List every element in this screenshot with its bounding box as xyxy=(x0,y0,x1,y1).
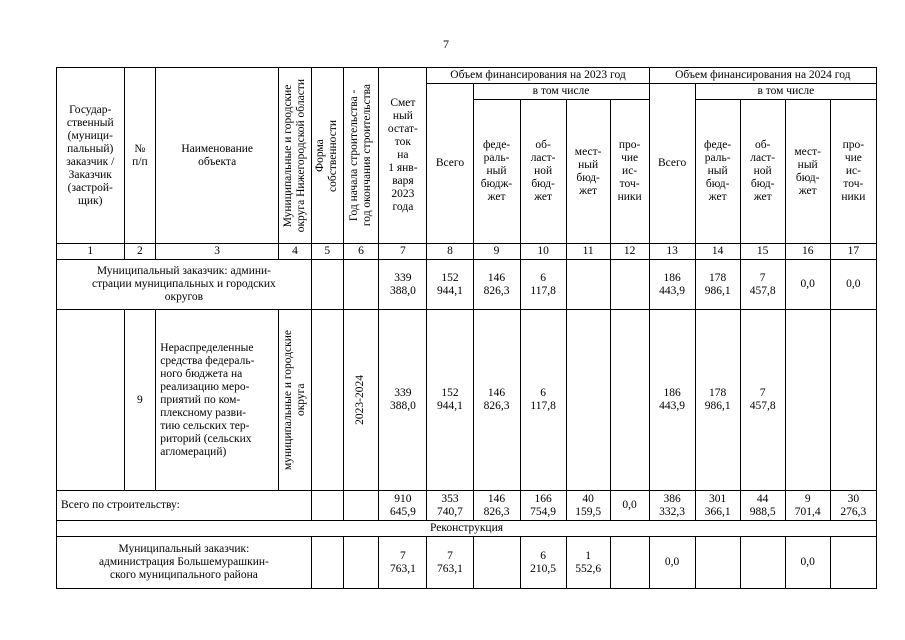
cell-federal-2024: 301 366,1 xyxy=(695,491,740,521)
cell-federal-2024: 178 986,1 xyxy=(695,310,740,491)
cell-empty xyxy=(695,537,740,589)
cell-empty xyxy=(473,537,520,589)
cell-local-2023: 1 552,6 xyxy=(566,537,610,589)
cell-empty xyxy=(311,260,343,310)
col-num-1: 1 xyxy=(57,244,125,260)
cell-empty xyxy=(343,260,379,310)
cell-local-2023: 40 159,5 xyxy=(566,491,610,521)
cell-local-2024: 0,0 xyxy=(785,260,830,310)
header-federal-2024: феде- раль- ный бюд- жет xyxy=(695,100,740,244)
section-row xyxy=(57,521,877,537)
cell-empty xyxy=(311,491,343,521)
cell-empty xyxy=(740,537,785,589)
cell-total-2024: 0,0 xyxy=(649,537,695,589)
header-number: № п/п xyxy=(124,68,156,244)
cell-object-number: 9 xyxy=(124,310,156,491)
cell-total-2023: 152 944,1 xyxy=(427,310,473,491)
col-num-5: 5 xyxy=(311,244,343,260)
cell-empty xyxy=(311,310,343,491)
cell-empty xyxy=(343,491,379,521)
cell-estimate: 7 763,1 xyxy=(379,537,427,589)
col-num-14: 14 xyxy=(695,244,740,260)
col-num-8: 8 xyxy=(427,244,473,260)
header-local-2023: мест- ный бюд- жет xyxy=(566,100,610,244)
cell-empty xyxy=(830,310,876,491)
customer-label-2: Муниципальный заказчик: администрация Большемурашкин- ского муниципального района xyxy=(57,537,312,589)
customer-row-1 xyxy=(57,260,877,310)
header-years xyxy=(343,68,379,244)
object-row xyxy=(57,310,877,491)
col-num-15: 15 xyxy=(740,244,785,260)
cell-federal-2023: 146 826,3 xyxy=(473,260,520,310)
cell-total-2024: 186 443,9 xyxy=(649,310,695,491)
cell-total-2024: 186 443,9 xyxy=(649,260,695,310)
header-municipal xyxy=(279,68,312,244)
object-municipal-text: муниципальные и городские округа xyxy=(281,329,307,471)
header-total-2024: Всего xyxy=(649,84,695,244)
header-local-2024: мест- ный бюд- жет xyxy=(785,100,830,244)
cell-total-2023: 353 740,7 xyxy=(427,491,473,521)
cell-regional-2023: 166 754,9 xyxy=(520,491,566,521)
cell-regional-2024: 44 988,5 xyxy=(740,491,785,521)
header-regional-2024: об- ласт- ной бюд- жет xyxy=(740,100,785,244)
cell-empty xyxy=(566,310,610,491)
cell-total-2024: 386 332,3 xyxy=(649,491,695,521)
cell-regional-2023: 6 210,5 xyxy=(520,537,566,589)
cell-federal-2023: 146 826,3 xyxy=(473,310,520,491)
header-municipal-text: Муниципальные и городские округа Нижегородской области xyxy=(281,78,307,233)
col-num-13: 13 xyxy=(649,244,695,260)
header-fin-2023: Объем финансирования на 2023 год xyxy=(427,68,649,84)
cell-empty xyxy=(343,537,379,589)
header-regional-2023: об- ласт- ной бюд- жет xyxy=(520,100,566,244)
header-customer: Государ- ственный (муници- пальный) заказчик / Заказчик (застрой- щик) xyxy=(57,68,125,244)
cell-regional-2023: 6 117,8 xyxy=(520,260,566,310)
cell-empty xyxy=(610,537,649,589)
cell-estimate: 339 388,0 xyxy=(379,260,427,310)
cell-other-2024: 30 276,3 xyxy=(830,491,876,521)
total-label: Всего по строительству: xyxy=(57,491,312,521)
header-row-1 xyxy=(57,68,877,84)
col-num-2: 2 xyxy=(124,244,156,260)
header-incl-2023: в том числе xyxy=(473,84,649,100)
col-num-11: 11 xyxy=(566,244,610,260)
header-incl-2024: в том числе xyxy=(695,84,876,100)
object-years-text: 2023-2024 xyxy=(354,375,367,425)
header-total-2023: Всего xyxy=(427,84,473,244)
cell-regional-2024: 7 457,8 xyxy=(740,260,785,310)
cell-empty xyxy=(311,537,343,589)
cell-local-2024: 0,0 xyxy=(785,537,830,589)
customer-row-2 xyxy=(57,537,877,589)
cell-object-name: Нераспределенные средства федераль- ного бюджета на реализацию меро- приятий по ком- плексному разви- тию сельских тер- риторий (сельских агломераций) xyxy=(156,310,279,491)
header-object-name: Наименование объекта xyxy=(156,68,279,244)
cell-regional-2023: 6 117,8 xyxy=(520,310,566,491)
total-row xyxy=(57,491,877,521)
header-federal-2023: феде- раль- ный бюдж- жет xyxy=(473,100,520,244)
page-number: 7 xyxy=(443,37,449,51)
cell-federal-2024: 178 986,1 xyxy=(695,260,740,310)
header-other-2024: про- чие ис- точ- ники xyxy=(830,100,876,244)
cell-empty xyxy=(785,310,830,491)
col-num-12: 12 xyxy=(610,244,649,260)
col-num-17: 17 xyxy=(830,244,876,260)
cell-empty xyxy=(610,310,649,491)
cell-object-years xyxy=(343,310,379,491)
col-num-3: 3 xyxy=(156,244,279,260)
column-number-row xyxy=(57,244,877,260)
cell-total-2023: 152 944,1 xyxy=(427,260,473,310)
header-years-text: Год начала строительства - год окончания строительства xyxy=(347,84,373,227)
col-num-16: 16 xyxy=(785,244,830,260)
col-num-6: 6 xyxy=(343,244,379,260)
customer-label-1: Муниципальный заказчик: админи- страции муниципальных и городских округов xyxy=(57,260,312,310)
col-num-9: 9 xyxy=(473,244,520,260)
section-reconstruction: Реконструкция xyxy=(57,521,877,537)
cell-empty xyxy=(566,260,610,310)
cell-estimate: 910 645,9 xyxy=(379,491,427,521)
cell-federal-2023: 146 826,3 xyxy=(473,491,520,521)
cell-other-2023: 0,0 xyxy=(610,491,649,521)
cell-local-2024: 9 701,4 xyxy=(785,491,830,521)
header-other-2023: про- чие ис- точ- ники xyxy=(610,100,649,244)
cell-empty xyxy=(610,260,649,310)
header-estimate: Смет ный остат- ток на 1 янв- варя 2023 года xyxy=(379,68,427,244)
cell-total-2023: 7 763,1 xyxy=(427,537,473,589)
col-num-10: 10 xyxy=(520,244,566,260)
cell-empty xyxy=(57,310,125,491)
cell-empty xyxy=(830,537,876,589)
financing-table xyxy=(56,67,877,589)
cell-regional-2024: 7 457,8 xyxy=(740,310,785,491)
cell-other-2024: 0,0 xyxy=(830,260,876,310)
header-ownership-text: Форма собственности xyxy=(314,119,340,192)
header-fin-2024: Объем финансирования на 2024 год xyxy=(649,68,876,84)
cell-object-municipal xyxy=(279,310,312,491)
col-num-4: 4 xyxy=(279,244,312,260)
cell-estimate: 339 388,0 xyxy=(379,310,427,491)
header-ownership xyxy=(311,68,343,244)
col-num-7: 7 xyxy=(379,244,427,260)
